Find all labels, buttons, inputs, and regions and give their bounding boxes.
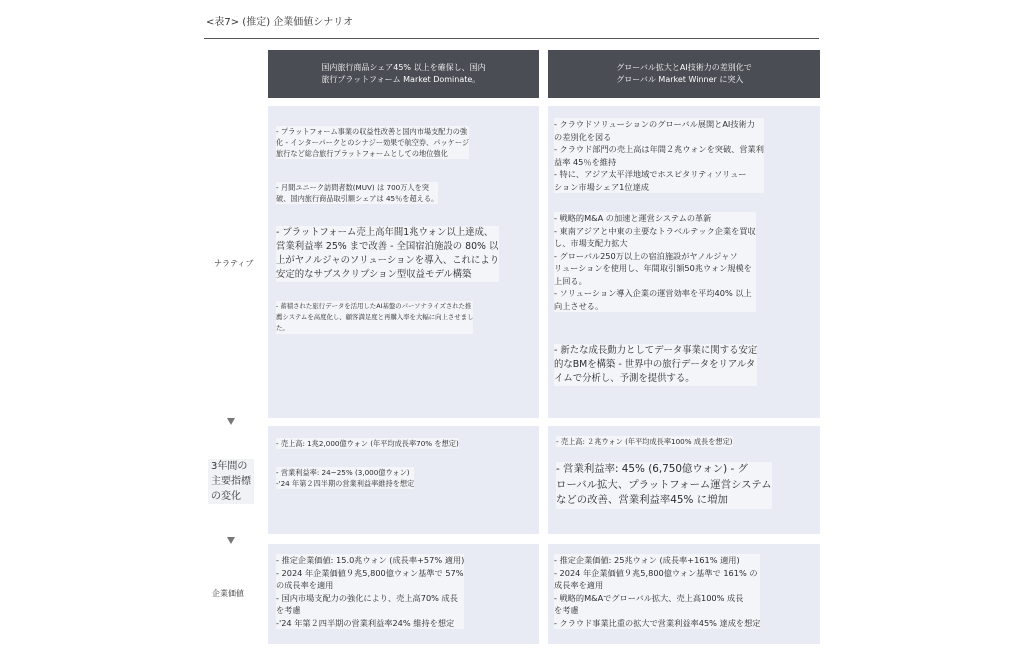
column-header-global-label: グローバル拡大とAI技術力の差別化で グローバル Market Winner に突入 (616, 63, 752, 84)
value-domestic-text: - 推定企業価値: 15.0兆ウォン (成長率+57% 適用) - 2024 年企業価値９兆5,800億ウォン基準で 57% の成長率を適用 - 国内市場支配力の強化により、売上高70% 成長 を考慮 -'24 年第２四半期の営業利益率24% 維持を想定 (276, 555, 465, 628)
indicators-cell-domestic (268, 426, 539, 534)
narrative-global-para-3: - 新たな成長動力としてデータ事業に関する安定 的なBMを構築 - 世界中の旅行データをリアルタ イムで分析し、予測を提供する。 (554, 345, 758, 384)
title-divider (204, 38, 819, 39)
narrative-domestic-para-2: - 月間ユニーク訪問者数(MUV) は 700万人を突 破、国内旅行商品取引額シェアは 45％を超える。 (276, 183, 439, 203)
narrative-domestic-para-1: - プラットフォーム事業の収益性改善と国内市場支配力の強 化 - インターパークとのシナジー効果で航空券、パッケージ 旅行など総合旅行プラットフォームとしての地位強化 (276, 127, 470, 158)
down-arrow-icon (227, 418, 235, 425)
column-header-global (548, 50, 820, 98)
value-global-text: - 推定企業価値: 25兆ウォン (成長率+161% 適用) - 2024 年企業価値９兆5,800億ウォン基準で 161% の 成長率を適用 - 戦略的M&Aでグローバル拡大、売上高100% 成長 を考慮 - クラウド事業比重の拡大で営業利益率45% 達成を想定 (554, 555, 761, 628)
row-label-indicators: 3年間の 主要指標 の変化 (208, 459, 254, 504)
narrative-domestic-para-3: - プラットフォーム売上高年間1兆ウォン以上達成、 営業利益率 25% まで改善 - 全国宿泊施設の 80% 以 上がヤノルジャのソリューションを導入、これにより 安定的なサブスクリプション型収益モデル構築 (276, 227, 500, 280)
row-label-value: 企業価値 (212, 589, 244, 598)
narrative-cell-global (548, 106, 820, 418)
narrative-global-para-1: - クラウドソリューションのグローバル展開とAI技術力 の差別化を図る - クラウド部門の売上高は年間２兆ウォンを突破、営業利 益率 45％を維持 - 特に、アジア太平洋地域でホスピタリティソリュー ション市場シェア1位達成 (554, 119, 764, 192)
indicators-domestic-revenue: - 売上高: 1兆2,000億ウォン (年平均成長率70% を想定) (276, 439, 459, 448)
column-header-domestic-label: 国内旅行商品シェア45% 以上を確保し、国内 旅行プラットフォーム Market Dominate。 (321, 63, 486, 84)
indicators-cell-global (548, 426, 820, 534)
down-arrow-icon (227, 537, 235, 544)
narrative-domestic-para-4: - 蓄積された旅行データを活用したAI基盤のパーソナライズされた推 薦システムを高度化し、顧客満足度と再購入率を大幅に向上させまし た。 (276, 302, 474, 332)
column-header-domestic (268, 50, 539, 98)
indicators-global-margin: - 営業利益率: 45% (6,750億ウォン) - グ ローバル拡大、プラットフォーム運営システム などの改善、営業利益率45% に増加 (556, 462, 772, 509)
table-title: <表7> (推定) 企業価値シナリオ (206, 17, 354, 28)
indicators-global-revenue: - 売上高: ２兆ウォン (年平均成長率100% 成長を想定) (556, 437, 733, 446)
narrative-global-para-2: - 戦略的M&A の加速と運営システムの革新 - 東南アジアと中東の主要なトラベルテック企業を買収 し、市場支配力拡大 - グローバル250万以上の宿泊施設がヤノルジャソ リューションを使用し、年間取引額50兆ウォン規模を 上回る。 - ソリューション導入企業の運営効率を平均40% 以上 向上させる。 (554, 213, 756, 311)
value-cell-global (548, 544, 820, 644)
narrative-cell-domestic (268, 106, 539, 418)
row-label-narrative: ナラティブ (214, 259, 254, 268)
indicators-domestic-margin: - 営業利益率: 24~25% (3,000億ウォン) -'24 年第２四半期の営業利益率維持を想定 (276, 468, 415, 488)
value-cell-domestic (268, 544, 539, 644)
